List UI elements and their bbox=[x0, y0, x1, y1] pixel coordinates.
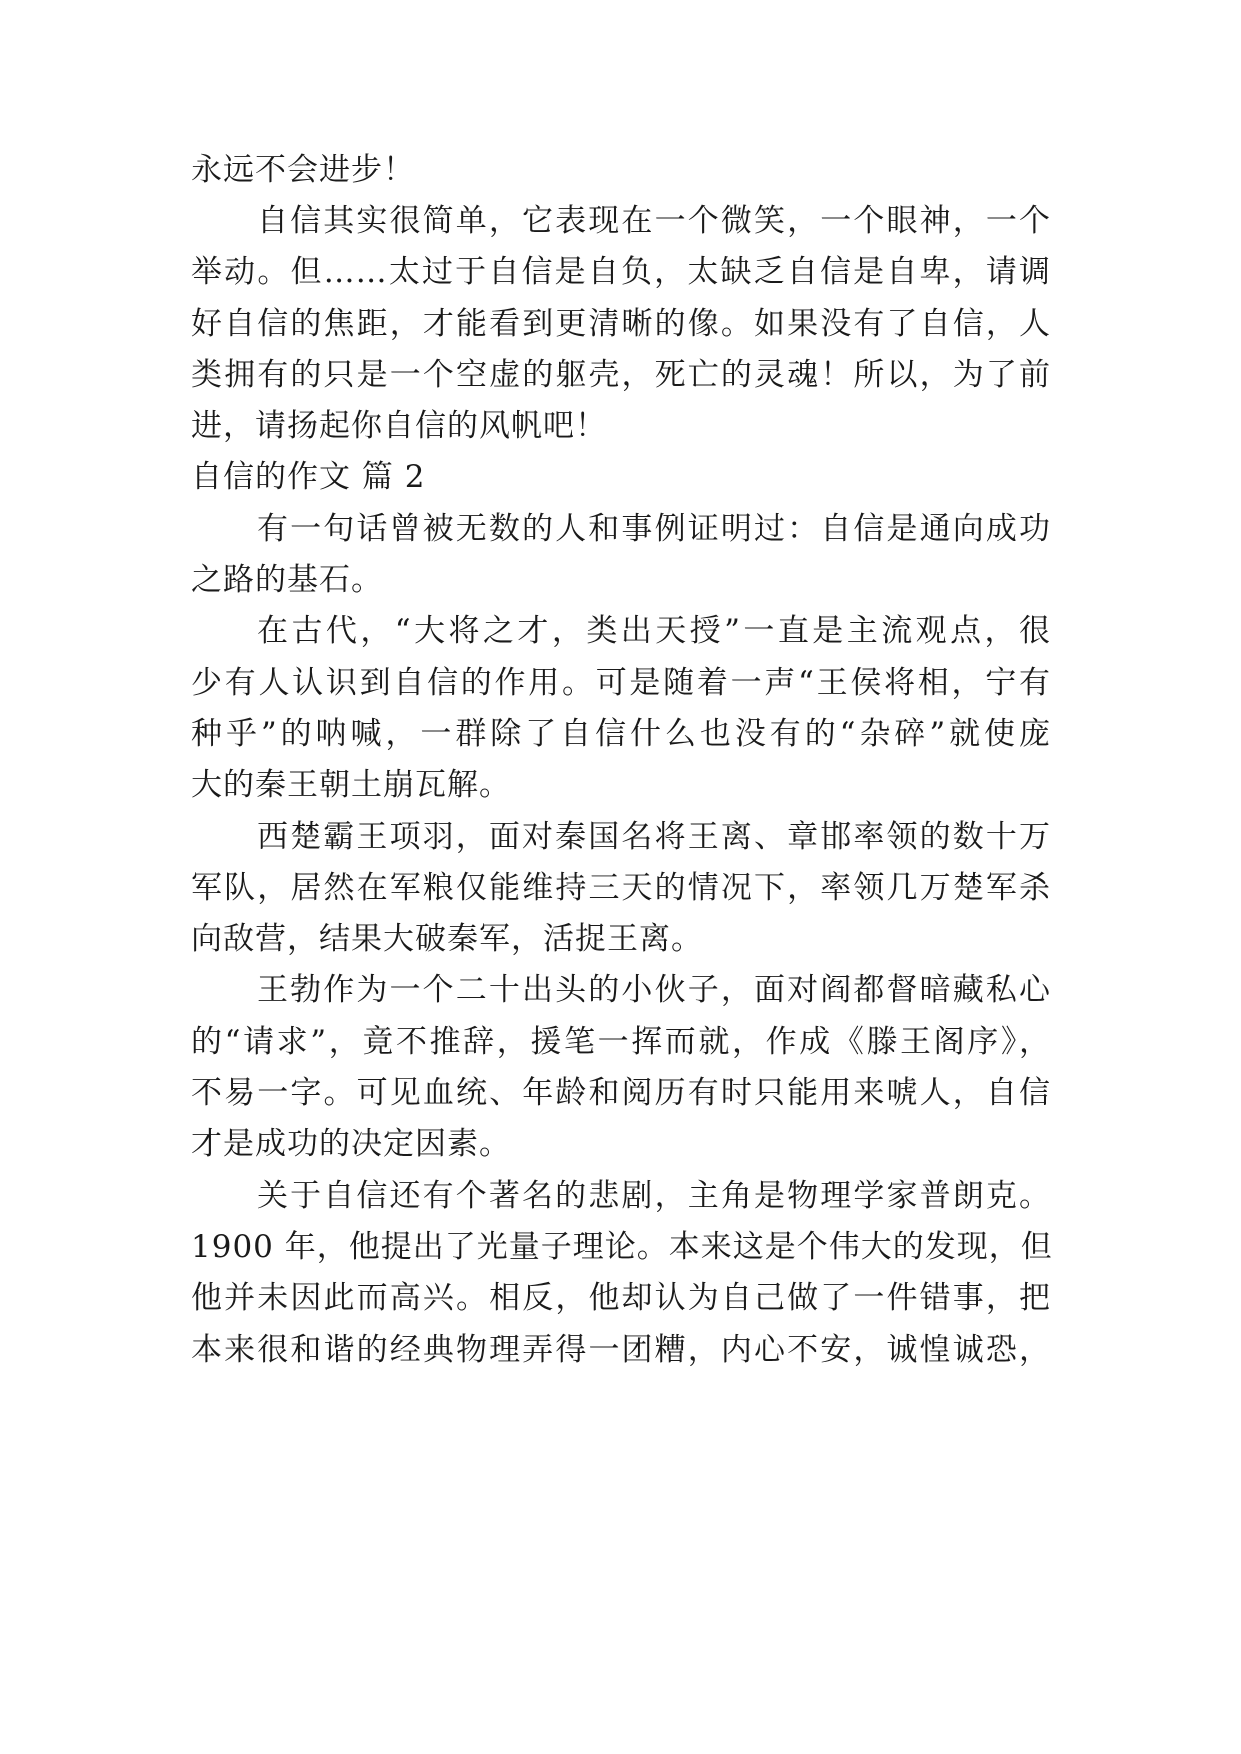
paragraph-line: 王勃作为一个二十出头的小伙子，面对阎都督暗藏私心 bbox=[257, 972, 1051, 1008]
paragraph-line: 举动。但……太过于自信是自负，太缺乏自信是自卑，请调 bbox=[191, 254, 1051, 290]
paragraph-line: 1900 年，他提出了光量子理论。本来这是个伟大的发现，但 bbox=[191, 1229, 1053, 1265]
section-heading: 自信的作文 篇 2 bbox=[191, 459, 426, 495]
paragraph-line: 永远不会进步！ bbox=[191, 152, 415, 188]
paragraph-line: 好自信的焦距，才能看到更清晰的像。如果没有了自信，人 bbox=[191, 306, 1051, 342]
paragraph-line: 在古代，“大将之才，类出天授”一直是主流观点，很 bbox=[257, 613, 1051, 649]
paragraph-line: 进，请扬起你自信的风帆吧！ bbox=[191, 408, 607, 444]
paragraph-line: 本来很和谐的经典物理弄得一团糟，内心不安，诚惶诚恐， bbox=[191, 1332, 1051, 1368]
paragraph-line: 向敌营，结果大破秦军，活捉王离。 bbox=[191, 921, 703, 957]
paragraph-line: 少有人认识到自信的作用。可是随着一声“王侯将相，宁有 bbox=[191, 665, 1051, 701]
paragraph-line: 大的秦王朝土崩瓦解。 bbox=[191, 767, 511, 803]
paragraph-line: 的“请求”，竟不推辞，援笔一挥而就，作成《滕王阁序》， bbox=[191, 1024, 1051, 1060]
paragraph-line: 他并未因此而高兴。相反，他却认为自己做了一件错事，把 bbox=[191, 1280, 1051, 1316]
paragraph-line: 有一句话曾被无数的人和事例证明过：自信是通向成功 bbox=[257, 511, 1051, 547]
paragraph-line: 自信其实很简单，它表现在一个微笑，一个眼神，一个 bbox=[257, 203, 1051, 239]
paragraph-line: 种乎”的呐喊，一群除了自信什么也没有的“杂碎”就使庞 bbox=[191, 716, 1051, 752]
paragraph-line: 类拥有的只是一个空虚的躯壳，死亡的灵魂！所以，为了前 bbox=[191, 357, 1051, 393]
paragraph-line: 之路的基石。 bbox=[191, 562, 383, 598]
paragraph-line: 军队，居然在军粮仅能维持三天的情况下，率领几万楚军杀 bbox=[191, 870, 1051, 906]
paragraph-line: 关于自信还有个著名的悲剧，主角是物理学家普朗克。 bbox=[257, 1178, 1051, 1214]
paragraph-line: 西楚霸王项羽，面对秦国名将王离、章邯率领的数十万 bbox=[257, 819, 1051, 855]
paragraph-line: 不易一字。可见血统、年龄和阅历有时只能用来唬人，自信 bbox=[191, 1075, 1051, 1111]
paragraph-line: 才是成功的决定因素。 bbox=[191, 1126, 511, 1162]
